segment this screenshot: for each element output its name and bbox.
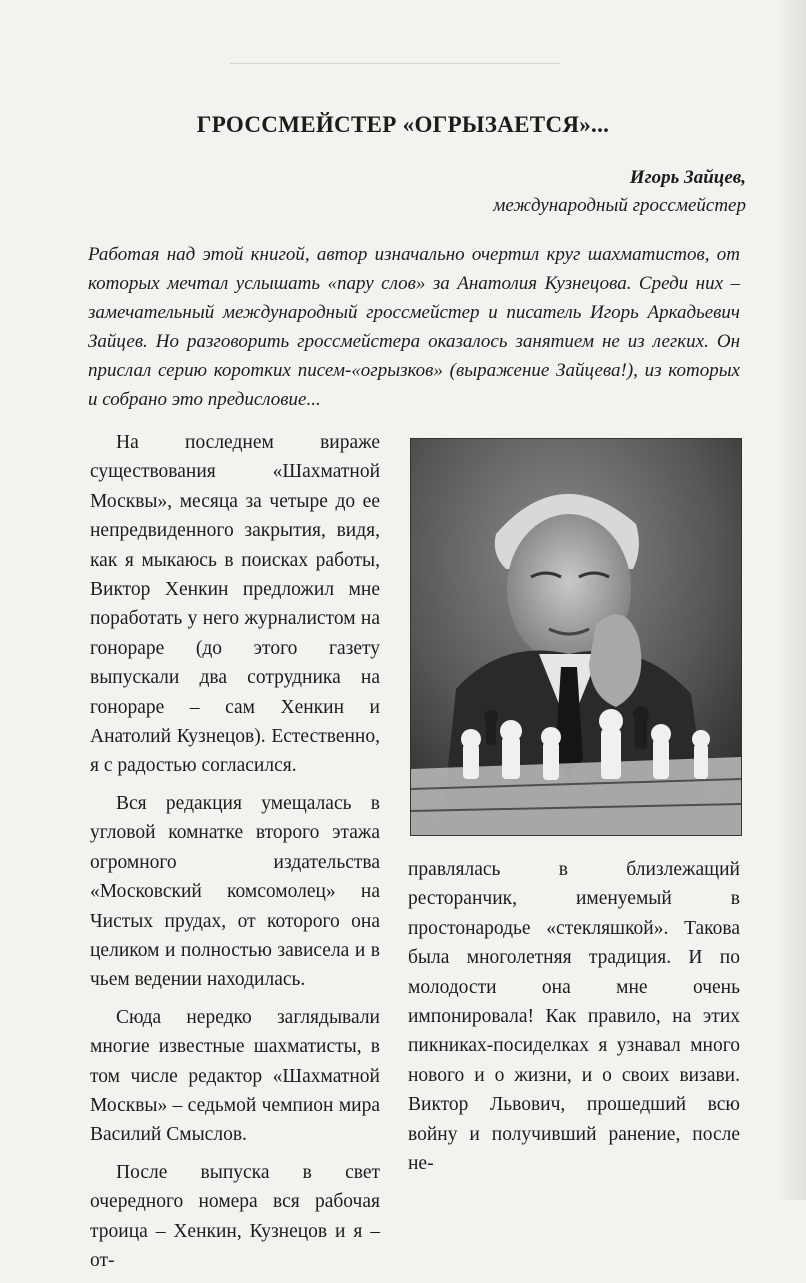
body-paragraph: Вся редакция умещалась в угловой комнатке второго этажа огромного издательства «Московский комсомолец» на Чистых прудах, от которого она целиком и полностью зависела и в чьем ведении находилась. — [90, 792, 380, 991]
photo-illustration — [411, 439, 741, 835]
body-paragraph: Сюда нередко заглядывали многие известные шахматисты, в том числе редактор «Шахматной Москвы» – седьмой чемпион мира Василий Смыслов. — [90, 1006, 380, 1146]
body-column-right — [408, 855, 740, 1178]
author-name: Игорь Зайцев, — [629, 167, 746, 188]
body-paragraph: правлялась в близлежащий ресторанчик, именуемый в простонародье «стекляшкой». Такова была многолетняя традиция. И по молодости она мне очень импонировала! Как правило, на этих пикниках-посиделках я узнавал много нового и о жизни, и о своих визави. Виктор Львович, прошедший всю войну и получивший ранение, после не- — [408, 859, 740, 1175]
article-title: ГРОССМЕЙСТЕР «ОГРЫЗАЕТСЯ»... — [196, 112, 610, 137]
body-paragraph: После выпуска в свет очередного номера вся рабочая троица – Хенкин, Кузнецов и я – от- — [90, 1161, 380, 1271]
intro-paragraph — [88, 240, 740, 414]
header-bleed-line — [230, 63, 560, 64]
author-role: международный гроссмейстер — [493, 195, 746, 216]
intro-text: Работая над этой книгой, автор изначально очертил круг шахматистов, от которых мечтал услышать «пару слов» за Анатолия Кузнецова. Среди них – замечательный международный гроссмейстер и писатель Игорь Аркадьевич Зайцев. Но разговорить гроссмейстера оказалось занятием не из легких. Он прислал серию коротких писем-«огрызков» (выражение Зайцева!), из которых и собрано это предисловие... — [88, 244, 740, 410]
chess-player-photo — [410, 438, 742, 836]
page-edge-shadow — [776, 0, 806, 1200]
author-block — [493, 164, 746, 220]
body-column-left — [90, 428, 380, 1283]
body-paragraph: На последнем вираже существования «Шахматной Москвы», месяца за четыре до ее непредвиденного закрытия, видя, как я мыкаюсь в поисках работы, Виктор Хенкин предложил мне поработать у него журналистом на гонораре (до этого газету выпускали два сотрудника на гонораре – сам Хенкин и Анатолий Кузнецов). Естественно, я с радостью согласился. — [90, 432, 380, 777]
